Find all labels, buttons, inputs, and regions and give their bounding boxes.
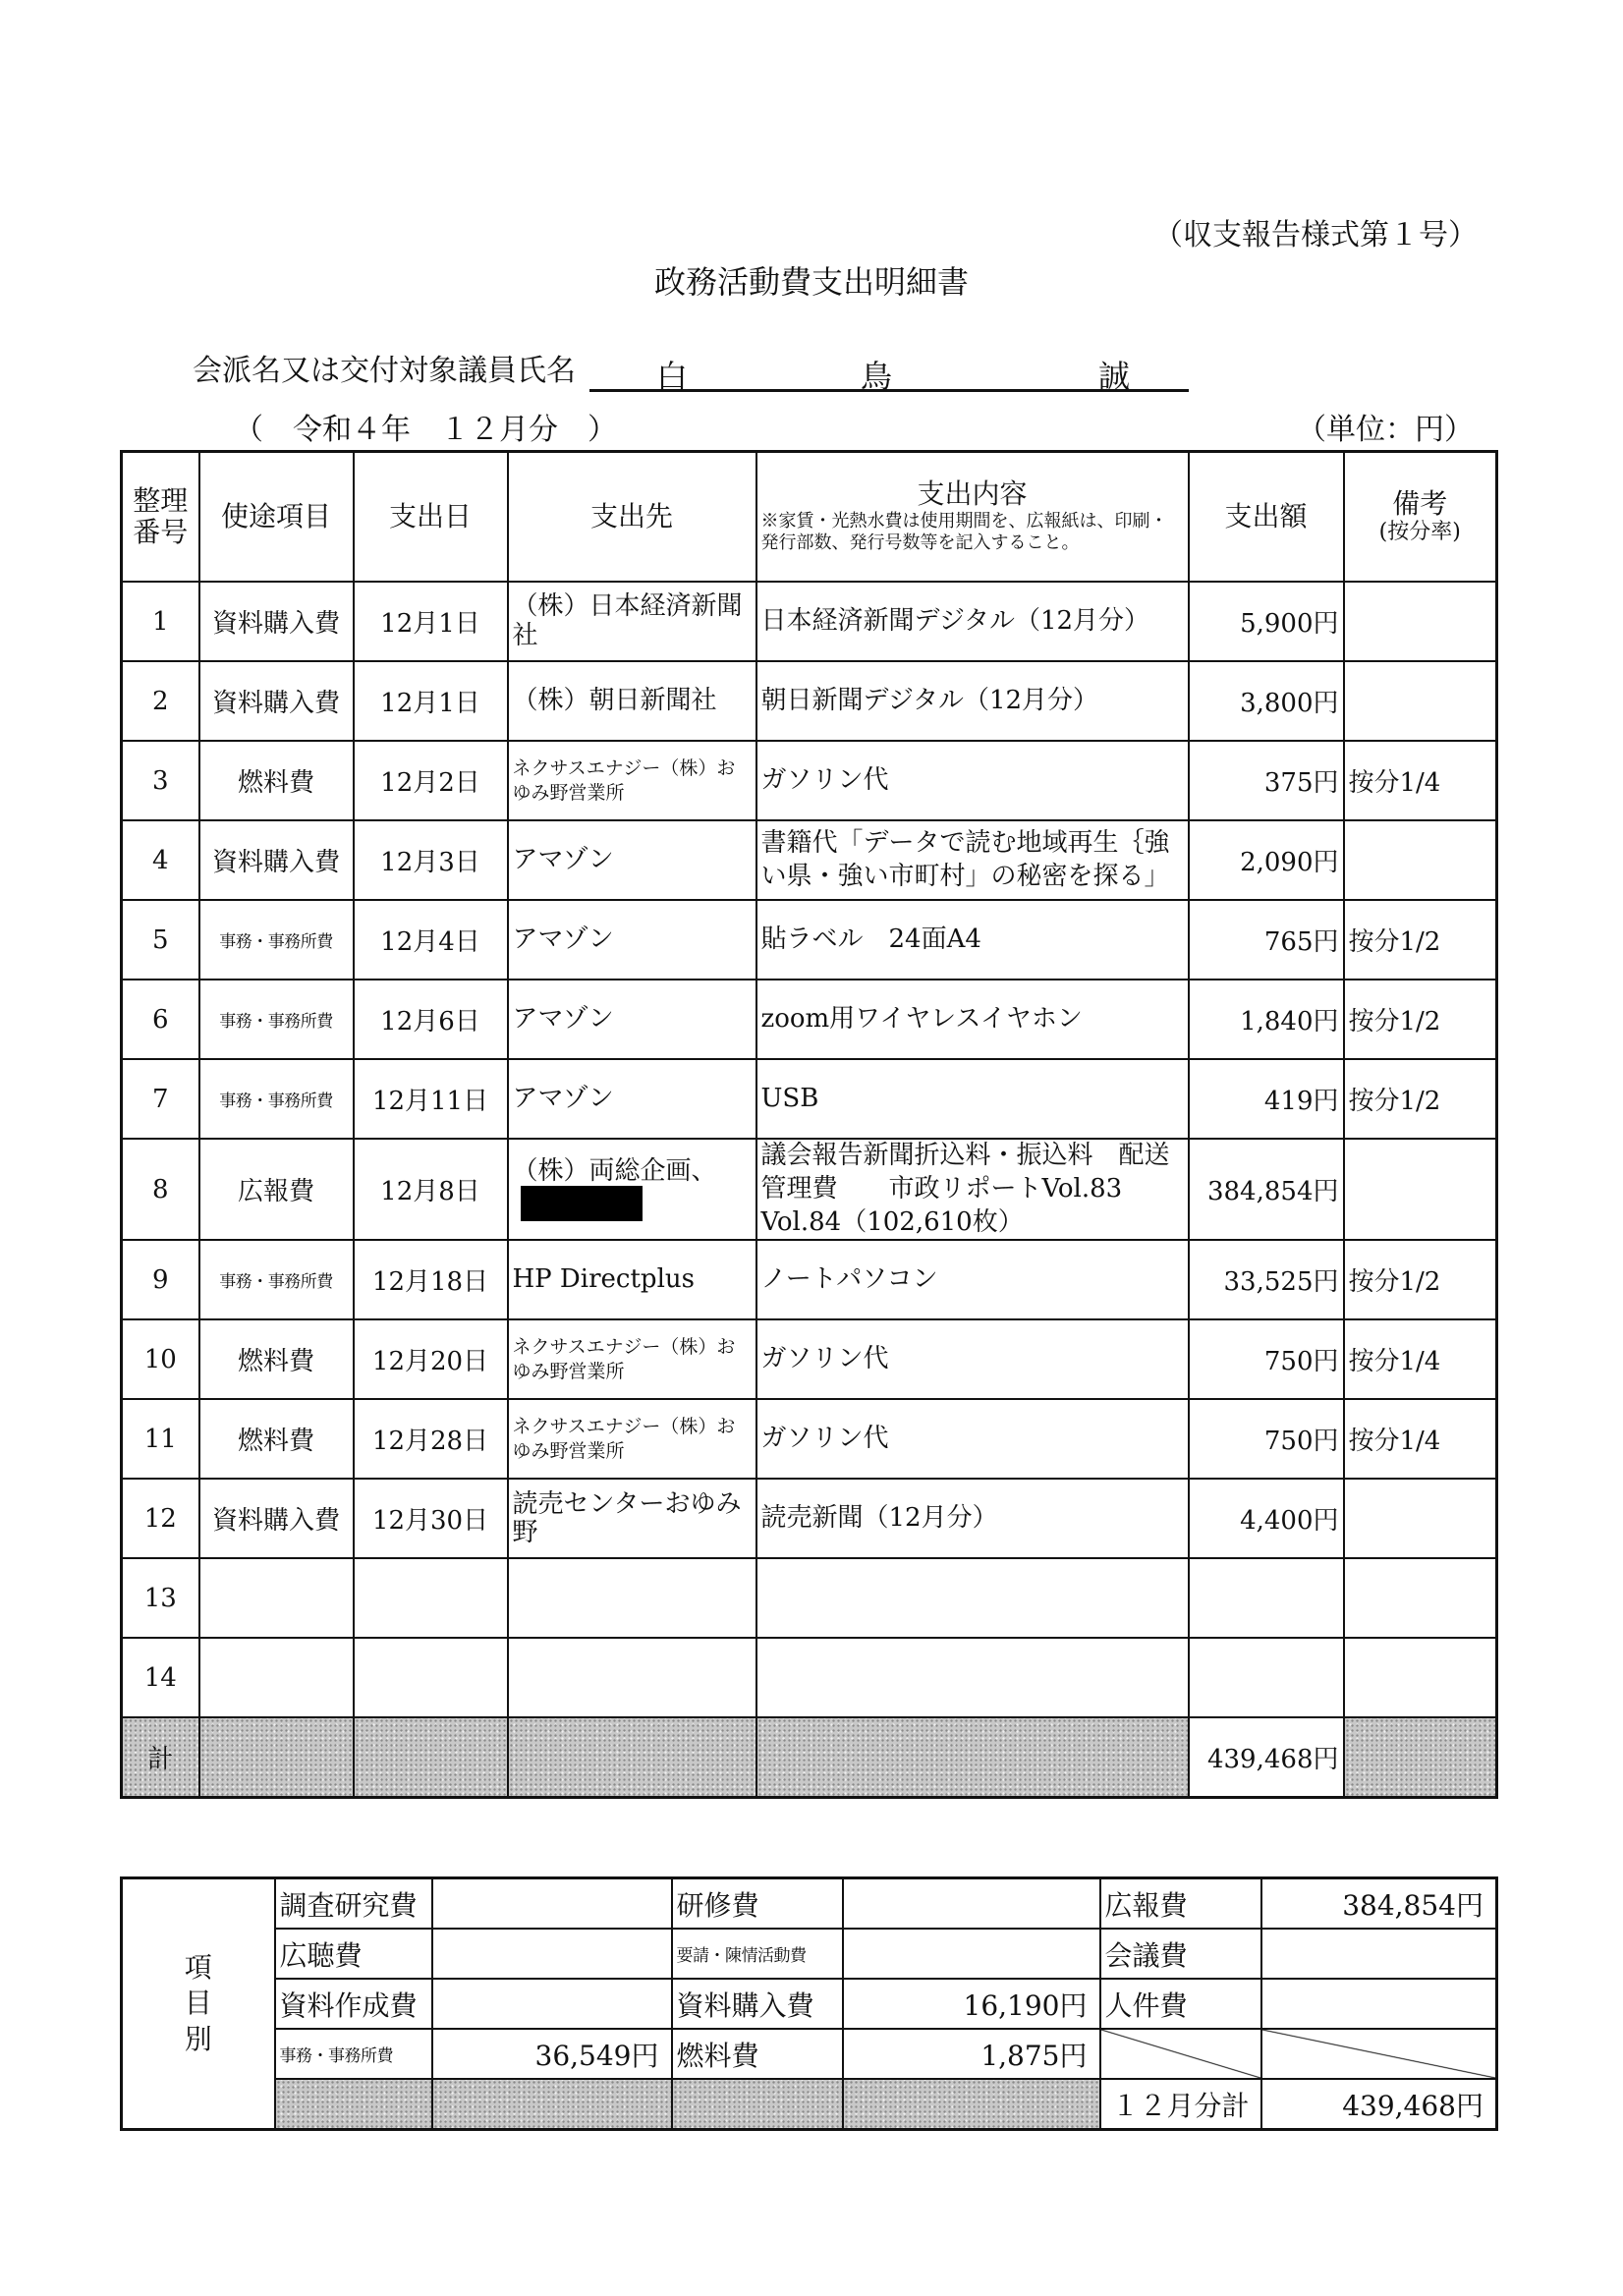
row-date <box>354 1139 508 1240</box>
row-date <box>354 900 508 980</box>
row-detail-text: zoom用ワイヤレスイヤホン <box>760 1003 1083 1034</box>
row-number <box>122 1638 199 1717</box>
summary-fuel-value: 1,875円 <box>843 2029 1100 2079</box>
row-number <box>122 1139 199 1240</box>
table-row <box>122 1139 1497 1240</box>
row-use <box>199 980 354 1059</box>
col-amount: 支出額 <box>1189 452 1344 583</box>
row-payee <box>508 582 756 661</box>
row-date-text: 12月3日 <box>380 848 480 877</box>
row-detail-text: ガソリン代 <box>760 1343 889 1373</box>
row-number <box>122 1240 199 1319</box>
row-number-text: 6 <box>151 1004 169 1035</box>
row-detail <box>756 582 1189 661</box>
summary-doc-creation-value <box>432 1979 672 2029</box>
row-number-text: 10 <box>143 1344 177 1374</box>
row-note-text: 按分1/2 <box>1348 927 1441 957</box>
row-use <box>199 1399 354 1479</box>
row-amount <box>1189 1558 1344 1638</box>
row-amount <box>1189 1059 1344 1139</box>
row-note <box>1344 1479 1497 1558</box>
row-detail-text: 書籍代「データで読む地域再生｛強い県・強い市町村」の秘密を探る」 <box>760 827 1170 891</box>
row-date <box>354 980 508 1059</box>
table-row <box>122 1558 1497 1638</box>
row-number <box>122 741 199 820</box>
row-note <box>1344 1558 1497 1638</box>
summary-petition-label: 要請・陳情活動費 <box>672 1929 843 1979</box>
row-payee <box>508 900 756 980</box>
row-detail-text: USB <box>760 1083 819 1113</box>
row-date <box>354 1059 508 1139</box>
row-payee-text: アマゾン <box>512 1003 614 1034</box>
row-date <box>354 661 508 741</box>
col-note-sub: (按分率) <box>1378 520 1461 545</box>
row-detail-text: 朝日新聞デジタル（12月分） <box>760 685 1099 715</box>
row-payee <box>508 980 756 1059</box>
row-amount <box>1189 1479 1344 1558</box>
table-row <box>122 582 1497 661</box>
row-amount-text: 750円 <box>1263 1347 1339 1377</box>
expense-table <box>120 450 1498 1799</box>
row-number <box>122 980 199 1059</box>
row-detail-text: 議会報告新聞折込料・振込料 配送管理費 市政リポートVol.83 Vol.84（102,610枚） <box>760 1141 1170 1237</box>
summary-diagonal-cell <box>1100 2029 1261 2079</box>
col-detail-note: ※家賃・光熱水費は使用期間を、広報紙は、印刷・発行部数、発行号数等を記入すること。 <box>760 510 1168 554</box>
row-detail <box>756 741 1189 820</box>
row-use-text: 資料購入費 <box>211 609 340 639</box>
row-note-text: 按分1/4 <box>1348 768 1441 798</box>
total-label: 計 <box>122 1717 199 1798</box>
row-date-text: 12月20日 <box>371 1347 489 1377</box>
row-amount-text: 3,800円 <box>1240 689 1339 718</box>
summary-meeting-value <box>1261 1929 1497 1979</box>
row-number-text: 13 <box>143 1583 177 1613</box>
row-date-text: 12月30日 <box>371 1506 489 1537</box>
name-char-3: 誠 <box>1098 358 1131 395</box>
row-date-text: 12月4日 <box>380 927 480 957</box>
row-payee-text: ネクサスエナジー（株）おゆみ野営業所 <box>512 1336 736 1382</box>
summary-doc-creation-label: 資料作成費 <box>275 1979 432 2029</box>
row-number-text: 7 <box>151 1084 169 1114</box>
row-amount <box>1189 1399 1344 1479</box>
row-detail <box>756 1139 1189 1240</box>
category-summary <box>120 1876 1498 2131</box>
name-char-2: 鳥 <box>861 358 893 395</box>
row-payee-text: 読売センターおゆみ野 <box>512 1488 742 1547</box>
row-number-text: 3 <box>151 765 169 796</box>
row-note-text: 按分1/2 <box>1348 1007 1441 1036</box>
summary-doc-purchase-label: 資料購入費 <box>672 1979 843 2029</box>
row-detail-text: 貼ラベル 24面A4 <box>760 924 981 954</box>
row-number-text: 14 <box>143 1662 177 1693</box>
row-amount <box>1189 980 1344 1059</box>
row-amount-text: 1,840円 <box>1240 1007 1339 1036</box>
row-amount-text: 419円 <box>1263 1087 1339 1116</box>
summary-shaded <box>672 2079 843 2130</box>
row-payee <box>508 1319 756 1399</box>
row-detail <box>756 1319 1189 1399</box>
table-row <box>122 661 1497 741</box>
row-note <box>1344 1059 1497 1139</box>
row-number-text: 1 <box>151 606 169 637</box>
row-note <box>1344 1638 1497 1717</box>
row-note-text: 按分1/2 <box>1348 1087 1441 1116</box>
row-date-text: 12月11日 <box>371 1087 489 1116</box>
row-detail <box>756 661 1189 741</box>
row-use-text: 燃料費 <box>237 1427 314 1457</box>
row-detail <box>756 820 1189 900</box>
row-number <box>122 661 199 741</box>
row-use <box>199 1479 354 1558</box>
row-use <box>199 741 354 820</box>
row-payee-text: アマゾン <box>512 844 614 874</box>
row-date <box>354 1399 508 1479</box>
table-row <box>122 1638 1497 1717</box>
row-date-text: 12月1日 <box>380 689 480 718</box>
row-detail <box>756 1638 1189 1717</box>
row-detail-text: ガソリン代 <box>760 764 889 795</box>
summary-shaded <box>432 2079 672 2130</box>
total-blank <box>1344 1717 1497 1798</box>
row-use-text: 事務・事務所費 <box>219 1272 333 1293</box>
row-date <box>354 1479 508 1558</box>
row-detail <box>756 900 1189 980</box>
row-note-text: 按分1/4 <box>1348 1347 1441 1377</box>
row-number-text: 9 <box>151 1264 169 1295</box>
table-row <box>122 1479 1497 1558</box>
row-note <box>1344 1139 1497 1240</box>
row-detail <box>756 980 1189 1059</box>
row-payee <box>508 661 756 741</box>
summary-research-label: 調査研究費 <box>275 1878 432 1930</box>
row-number <box>122 900 199 980</box>
period: （ 令和４年 １２月分 ） <box>234 413 617 447</box>
row-amount-text: 5,900円 <box>1240 609 1339 639</box>
table-row <box>122 900 1497 980</box>
row-number-text: 8 <box>151 1174 169 1204</box>
summary-office-value: 36,549円 <box>432 2029 672 2079</box>
row-amount <box>1189 820 1344 900</box>
row-date <box>354 741 508 820</box>
row-use <box>199 1240 354 1319</box>
col-detail <box>756 452 1189 583</box>
summary-month-total-value: 439,468円 <box>1261 2079 1497 2130</box>
summary-research-value <box>432 1878 672 1930</box>
form-number: （収支報告様式第１号） <box>1153 218 1478 252</box>
row-payee <box>508 1479 756 1558</box>
summary-hearing-label: 広聴費 <box>275 1929 432 1979</box>
row-payee-text: アマゾン <box>512 1083 614 1113</box>
row-date-text: 12月8日 <box>380 1177 480 1207</box>
row-amount <box>1189 1638 1344 1717</box>
row-amount <box>1189 1139 1344 1240</box>
summary-hearing-value <box>432 1929 672 1979</box>
row-date <box>354 1638 508 1717</box>
row-use-text: 資料購入費 <box>211 1506 340 1537</box>
summary-section-text: 項目別 <box>184 1950 212 2055</box>
name-label: 会派名又は交付対象議員氏名 <box>193 354 576 388</box>
row-note <box>1344 741 1497 820</box>
row-use <box>199 820 354 900</box>
total-blank <box>756 1717 1189 1798</box>
row-use-text: 燃料費 <box>237 1347 314 1377</box>
col-note <box>1344 452 1497 583</box>
row-detail-text: 日本経済新聞デジタル（12月分） <box>760 605 1150 636</box>
table-row <box>122 1399 1497 1479</box>
unit-label: （単位：円） <box>1297 413 1474 447</box>
row-payee <box>508 741 756 820</box>
summary-personnel-value <box>1261 1979 1497 2029</box>
row-date-text: 12月18日 <box>371 1267 489 1298</box>
summary-diagonal-cell <box>1261 2029 1497 2079</box>
row-use-text: 燃料費 <box>237 768 314 798</box>
member-name <box>589 350 1189 395</box>
row-amount <box>1189 900 1344 980</box>
row-use <box>199 1638 354 1717</box>
row-amount <box>1189 661 1344 741</box>
row-detail <box>756 1558 1189 1638</box>
row-use-text: 事務・事務所費 <box>219 1012 333 1032</box>
col-date: 支出日 <box>354 452 508 583</box>
row-payee-text: HP Directplus <box>512 1264 695 1295</box>
row-use-text: 事務・事務所費 <box>219 1092 333 1111</box>
row-note <box>1344 980 1497 1059</box>
row-payee-text: ネクサスエナジー（株）おゆみ野営業所 <box>512 756 736 804</box>
row-detail-text: 読売新聞（12月分） <box>760 1502 998 1533</box>
row-payee <box>508 1059 756 1139</box>
row-note <box>1344 820 1497 900</box>
row-payee <box>508 1240 756 1319</box>
summary-section-label <box>122 1878 275 2130</box>
row-note <box>1344 1399 1497 1479</box>
summary-training-value <box>843 1878 1100 1930</box>
col-detail-title: 支出内容 <box>917 477 1028 511</box>
row-use <box>199 900 354 980</box>
row-note <box>1344 1240 1497 1319</box>
summary-shaded <box>843 2079 1100 2130</box>
row-use <box>199 1558 354 1638</box>
table-header <box>122 452 1497 583</box>
row-amount <box>1189 1319 1344 1399</box>
row-number <box>122 1399 199 1479</box>
row-number <box>122 1059 199 1139</box>
row-amount-text: 33,525円 <box>1223 1267 1339 1298</box>
row-use-text: 資料購入費 <box>211 848 340 877</box>
row-number <box>122 1479 199 1558</box>
row-amount-text: 384,854円 <box>1206 1177 1339 1207</box>
row-number-text: 12 <box>143 1503 177 1534</box>
row-detail-text: ガソリン代 <box>760 1423 889 1453</box>
row-payee <box>508 1638 756 1717</box>
row-note <box>1344 900 1497 980</box>
row-payee <box>508 820 756 900</box>
row-note <box>1344 1319 1497 1399</box>
row-date <box>354 1240 508 1319</box>
row-date <box>354 820 508 900</box>
total-blank <box>199 1717 354 1798</box>
table-row <box>122 1240 1497 1319</box>
row-number <box>122 1319 199 1399</box>
col-payee: 支出先 <box>508 452 756 583</box>
row-number-text: 11 <box>143 1424 177 1454</box>
table-row <box>122 980 1497 1059</box>
row-number-text: 5 <box>151 924 169 955</box>
row-detail <box>756 1479 1189 1558</box>
row-number <box>122 1558 199 1638</box>
summary-month-total-label: １２月分計 <box>1100 2079 1261 2130</box>
table-row <box>122 1319 1497 1399</box>
row-number-text: 2 <box>151 686 169 716</box>
table-row <box>122 741 1497 820</box>
row-payee-text: （株）両総企画、 <box>512 1156 717 1187</box>
row-date-text: 12月28日 <box>371 1427 489 1457</box>
row-use <box>199 1059 354 1139</box>
summary-meeting-label: 会議費 <box>1100 1929 1261 1979</box>
summary-fuel-label: 燃料費 <box>672 2029 843 2079</box>
row-date <box>354 1558 508 1638</box>
row-detail <box>756 1399 1189 1479</box>
col-no: 整理番号 <box>122 452 199 583</box>
row-use <box>199 1319 354 1399</box>
row-note <box>1344 661 1497 741</box>
summary-office-label: 事務・事務所費 <box>275 2029 432 2079</box>
total-blank <box>508 1717 756 1798</box>
row-payee <box>508 1139 756 1240</box>
summary-publicity-label: 広報費 <box>1100 1878 1261 1930</box>
row-use <box>199 582 354 661</box>
row-amount <box>1189 1240 1344 1319</box>
row-detail <box>756 1059 1189 1139</box>
summary-shaded <box>275 2079 432 2130</box>
document-title: 政務活動費支出明細書 <box>653 263 969 301</box>
summary-personnel-label: 人件費 <box>1100 1979 1261 2029</box>
row-payee-text: ネクサスエナジー（株）おゆみ野営業所 <box>512 1416 736 1462</box>
row-payee <box>508 1399 756 1479</box>
row-payee-text: （株）日本経済新聞社 <box>512 591 743 650</box>
row-use <box>199 661 354 741</box>
name-char-1: 白 <box>656 358 689 395</box>
row-payee-text: アマゾン <box>512 924 614 954</box>
col-note-title: 備考 <box>1392 487 1448 521</box>
row-use <box>199 1139 354 1240</box>
row-payee-text: （株）朝日新聞社 <box>512 685 717 715</box>
row-date <box>354 582 508 661</box>
row-number <box>122 582 199 661</box>
row-amount-text: 765円 <box>1263 927 1339 957</box>
summary-doc-purchase-value: 16,190円 <box>843 1979 1100 2029</box>
row-detail <box>756 1240 1189 1319</box>
row-amount-text: 750円 <box>1263 1427 1339 1457</box>
col-use: 使途項目 <box>199 452 354 583</box>
row-amount-text: 375円 <box>1263 768 1339 798</box>
table-row <box>122 820 1497 900</box>
total-amount: 439,468円 <box>1189 1717 1344 1798</box>
row-date-text: 12月1日 <box>380 609 480 639</box>
total-blank <box>354 1717 508 1798</box>
row-amount <box>1189 741 1344 820</box>
row-payee <box>508 1558 756 1638</box>
row-number <box>122 820 199 900</box>
row-note-text: 按分1/2 <box>1348 1267 1441 1298</box>
row-use-text: 事務・事務所費 <box>219 932 333 952</box>
redaction-block <box>521 1186 643 1221</box>
row-number-text: 4 <box>151 845 169 875</box>
row-amount-text: 4,400円 <box>1240 1506 1339 1537</box>
summary-publicity-value: 384,854円 <box>1261 1878 1497 1930</box>
row-note-text: 按分1/4 <box>1348 1427 1441 1457</box>
table-row <box>122 1059 1497 1139</box>
row-use-text: 資料購入費 <box>211 689 340 718</box>
row-date <box>354 1319 508 1399</box>
row-amount-text: 2,090円 <box>1240 848 1339 877</box>
row-use-text: 広報費 <box>237 1177 314 1207</box>
row-amount <box>1189 582 1344 661</box>
summary-training-label: 研修費 <box>672 1878 843 1930</box>
row-date-text: 12月6日 <box>380 1007 480 1036</box>
row-detail-text: ノートパソコン <box>760 1263 938 1294</box>
row-note <box>1344 582 1497 661</box>
row-date-text: 12月2日 <box>380 768 480 798</box>
total-row <box>122 1717 1497 1798</box>
summary-petition-value <box>843 1929 1100 1979</box>
